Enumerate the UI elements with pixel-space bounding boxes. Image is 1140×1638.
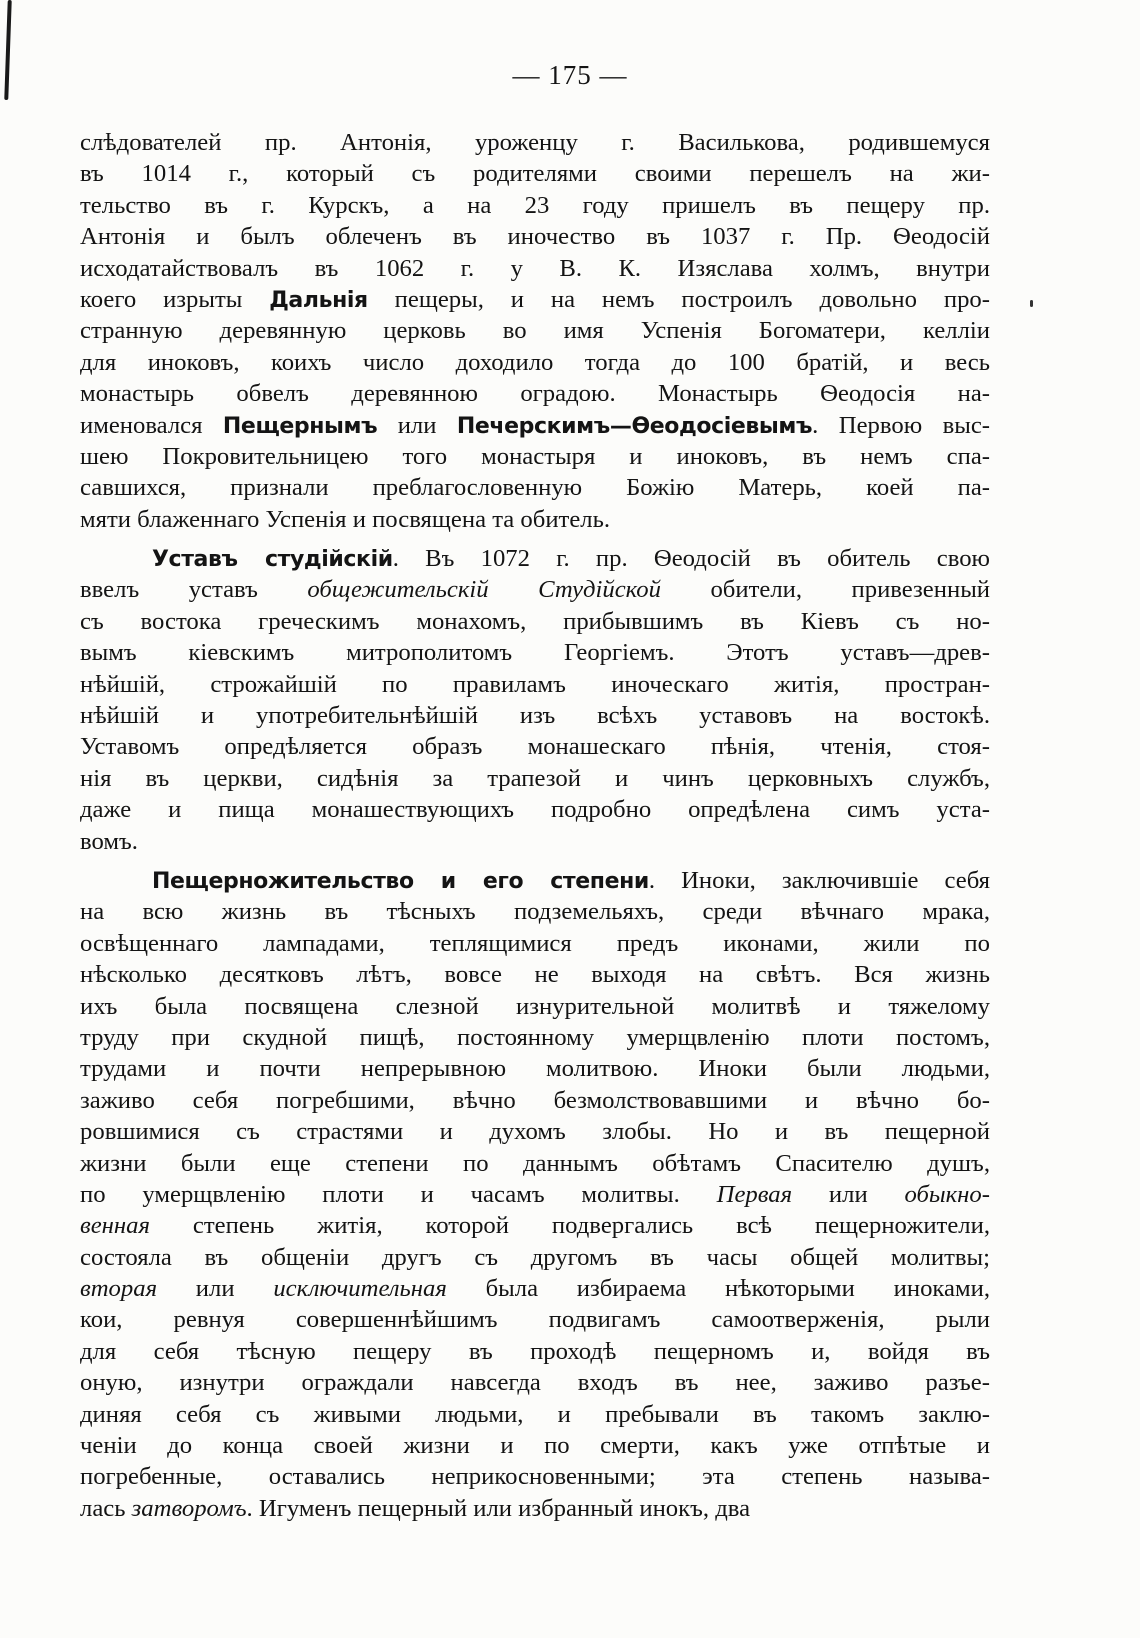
text-run: пещеры, и на немъ построилъ довольно про- [367,285,990,313]
text-run: вымъ кіевскимъ митрополитомъ Георгіемъ. Этотъ уставъ—древ- [80,639,990,667]
text-line [80,1461,990,1492]
text-line [80,896,990,927]
bold-heading-run: Уставъ студійскій [152,547,393,573]
italic-term-run: исключительная [273,1275,447,1303]
text-line [80,158,990,189]
text-run: обители, привезенный [660,576,990,604]
text-run: или [792,1180,905,1208]
text-line [80,253,990,284]
text-line [80,441,990,472]
text-line [80,959,990,990]
text-run: нія въ церкви, сидѣнія за трапезой и чинъ церковныхъ службъ, [80,764,990,792]
italic-term-run: венная [80,1212,150,1240]
page-number: — 175 — [512,60,628,90]
text-run: оную, изнутри ограждали навсегда входъ въ нее, заживо разъе- [80,1369,990,1397]
text-line [80,1242,990,1273]
bold-heading-run: Дальнія [269,287,368,313]
text-run: трудами и почти непрерывною молитвою. Иноки были людьми, [80,1055,990,1083]
text-run: коего изрыты [80,285,270,313]
bold-heading-run: Пещерножительство и его степени [152,868,649,894]
italic-term-run: обыкно- [904,1180,990,1208]
text-run: по умерщвленію плоти и часамъ молитвы. [80,1180,717,1208]
text-line [80,1210,990,1241]
text-run: лась [80,1494,132,1522]
bold-heading-run: Пещернымъ [222,413,378,439]
text-run: съ востока греческимъ монахомъ, прибывшимъ въ Кіевъ съ но- [80,607,990,635]
text-line [80,127,990,158]
text-line [80,347,990,378]
text-line [80,763,990,794]
text-run: тельство въ г. Курскъ, а на 23 году пришелъ въ пещеру пр. [80,191,990,219]
text-line [80,731,990,762]
text-line [80,190,990,221]
ink-speck [1030,300,1033,307]
text-run: степень житія, которой подвергались всѣ пещерножители, [150,1212,990,1240]
body-text [80,127,990,1524]
paragraph [80,865,990,1524]
text-line [80,1493,990,1524]
text-run: именовался [80,411,223,439]
text-line [80,991,990,1022]
text-run: въ 1014 г., который съ родителями своими перешелъ на жи- [80,160,990,188]
bold-heading-run: Печерскимъ—Ѳеодосіевымъ [456,413,813,439]
text-line [80,865,990,896]
text-run: нѣйшій и употребительнѣйшій изъ всѣхъ уставовъ на востокѣ. [80,702,990,730]
text-line [80,1085,990,1116]
text-run: была избираема нѣкоторыми иноками, [446,1275,990,1303]
text-line [80,378,990,409]
text-line [80,928,990,959]
text-run: Антонія и былъ облеченъ въ иночество въ 1037 г. Пр. Ѳеодосій [80,223,990,251]
text-run: слѣдователей пр. Антонія, уроженцу г. Василькова, родившемуся [80,129,990,156]
text-run: . Въ 1072 г. пр. Ѳеодосій въ обитель свою [392,545,990,573]
italic-term-run: общежительскій Студійской [307,576,661,604]
text-run: Уставомъ опредѣляется образъ монашескаго пѣнія, чтенія, стоя- [80,733,990,761]
text-run: . Иноки, заключившіе себя [648,866,990,894]
text-run: нѣсколько десятковъ лѣтъ, вовсе не выходя на свѣтъ. Вся жизнь [80,961,990,989]
text-run: диняя себя съ живыми людьми, и пребывали въ такомъ заклю- [80,1400,990,1428]
text-run: шею Покровительницею того монастыря и иноковъ, въ немъ спа- [80,442,990,470]
text-line [80,1399,990,1430]
text-run: мяти блаженнаго Успенія и посвящена та обитель. [80,505,611,533]
text-run: вомъ. [80,827,138,855]
text-run: ровшимися съ страстями и духомъ злобы. Но и въ пещерной [80,1118,990,1146]
text-line [80,700,990,731]
text-line [80,826,990,857]
text-line [80,1022,990,1053]
paragraph [80,127,990,535]
text-line [80,637,990,668]
text-run: труду при скудной пищѣ, постоянному умерщвленію плоти постомъ, [80,1023,990,1051]
text-run: савшихся, признали преблагословенную Божію Матерь, коей па- [80,474,990,502]
text-run: или [157,1275,274,1303]
text-line [80,1367,990,1398]
text-run: ченіи до конца своей жизни и по смерти, какъ уже отпѣтые и [80,1432,990,1460]
text-line [80,504,990,535]
text-line [80,669,990,700]
text-line [80,410,990,441]
text-run: ввелъ уставъ [80,576,308,604]
text-line [80,794,990,825]
italic-term-run: вторая [80,1275,158,1303]
text-run: кои, ревнуя совершеннѣйшимъ подвигамъ самоотверженія, рыли [80,1306,990,1334]
text-line [80,606,990,637]
text-run: состояла въ общеніи другъ съ другомъ въ часы общей молитвы; [80,1243,990,1271]
text-run: . Игуменъ пещерный или избранный инокъ, два [246,1494,751,1522]
text-run: монастырь обвелъ деревянною оградою. Монастырь Ѳеодосія на- [80,380,990,408]
text-line [80,1273,990,1304]
text-run: погребенные, оставались неприкосновенными; эта степень называ- [80,1463,990,1491]
text-line [80,543,990,574]
text-line [80,1148,990,1179]
text-run: или [377,411,457,439]
text-run: ихъ была посвящена слезной изнурительной молитвѣ и тяжелому [80,992,990,1020]
text-line [80,284,990,315]
italic-term-run: затворомъ [131,1494,247,1522]
italic-term-run: Первая [716,1180,793,1208]
paragraph [80,543,990,857]
text-line [80,574,990,605]
text-run: для себя тѣсную пещеру въ проходѣ пещерномъ и, войдя въ [80,1337,990,1365]
text-run: освѣщеннаго лампадами, теплящимися предъ иконами, жили по [80,929,990,957]
text-run: для иноковъ, коихъ число доходило тогда до 100 братій, и весь [80,348,990,376]
text-run: странную деревянную церковь во имя Успенія Богоматери, келліи [80,317,990,345]
text-line [80,221,990,252]
text-line [80,1179,990,1210]
text-line [80,1336,990,1367]
text-run: на всю жизнь въ тѣсныхъ подземельяхъ, среди вѣчнаго мрака, [80,898,990,926]
text-line [80,1116,990,1147]
text-run: исходатайствовалъ въ 1062 г. у В. К. Изяслава холмъ, внутри [80,254,990,282]
text-line [80,1430,990,1461]
text-line [80,472,990,503]
text-run: даже и пища монашествующихъ подробно опредѣлена симъ уста- [80,796,990,824]
text-run: жизни были еще степени по даннымъ обѣтамъ Спасителю душъ, [80,1149,990,1177]
text-line [80,1053,990,1084]
text-run: . Первою выс- [812,411,990,439]
text-run: заживо себя погребшими, вѣчно безмолствовавшими и вѣчно бо- [80,1086,990,1114]
text-line [80,1304,990,1335]
text-run: нѣйшій, строжайшій по правиламъ иноческаго житія, простран- [80,670,990,698]
text-line [80,315,990,346]
